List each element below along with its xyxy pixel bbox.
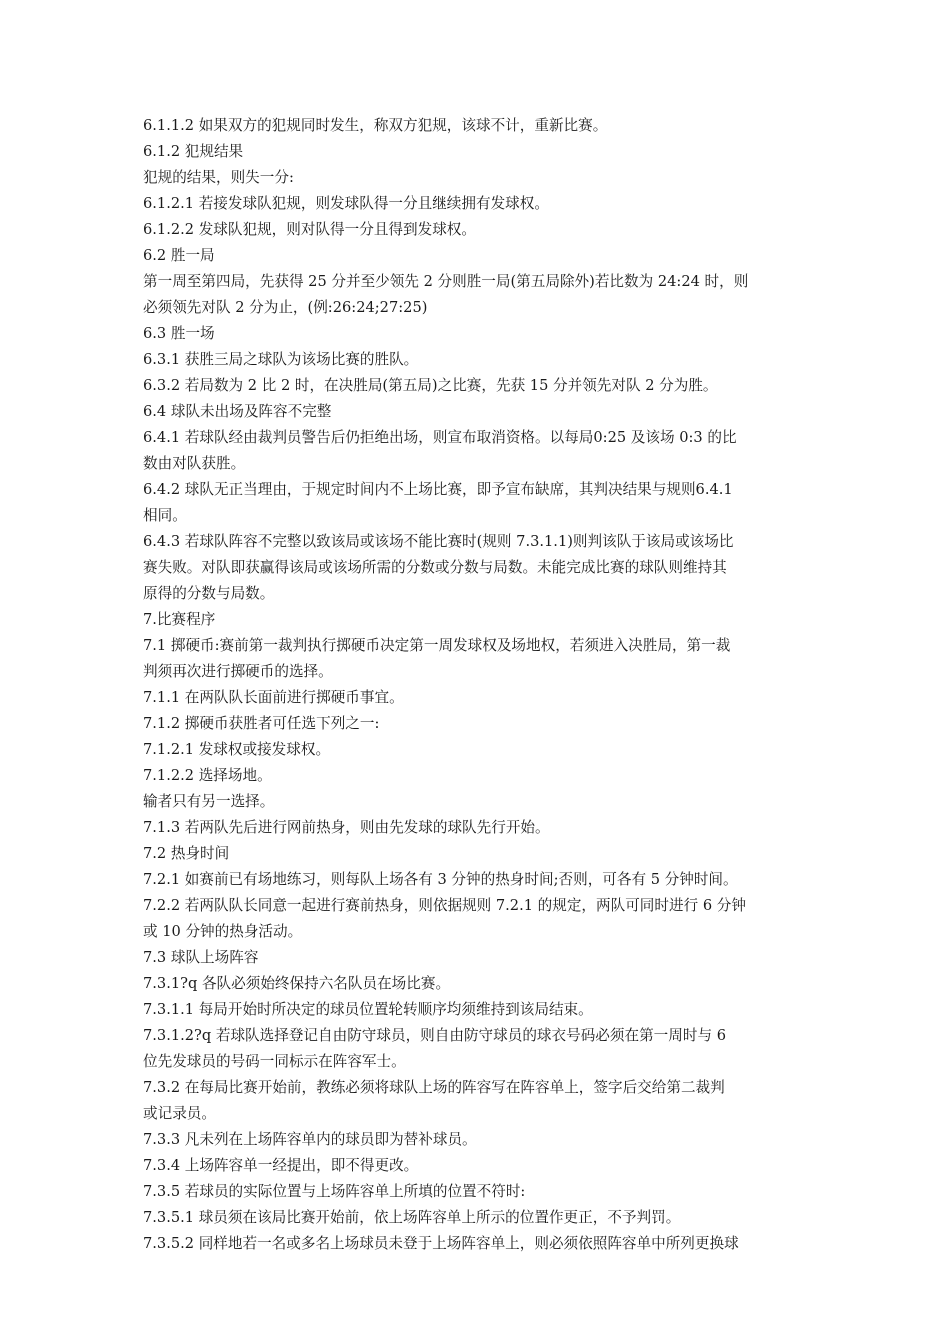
text-line: 数由对队获胜。 (143, 455, 246, 472)
text-line: 必须领先对队 2 分为止，(例:26:24;27:25) (143, 299, 428, 316)
text-line: 7.3 球队上场阵容 (143, 949, 259, 966)
text-line: 6.3 胜一场 (143, 325, 215, 342)
text-line: 或 10 分钟的热身活动。 (143, 923, 303, 940)
text-line: 7.3.5.2 同样地若一名或多名上场球员未登于上场阵容单上，则必须依照阵容单中所列更换球 (143, 1235, 739, 1252)
text-line: 6.1.2 犯规结果 (143, 143, 244, 160)
text-line: 7.3.5.1 球员须在该局比赛开始前，依上场阵容单上所示的位置作更正，不予判罚。 (143, 1209, 681, 1226)
text-line: 6.4.1 若球队经由裁判员警告后仍拒绝出场，则宣布取消资格。以每局0:25 及该场 0:3 的比 (143, 429, 737, 446)
text-line: 7.1.1 在两队队长面前进行掷硬币事宜。 (143, 689, 404, 706)
text-line: 7.3.2 在每局比赛开始前，教练必须将球队上场的阵容写在阵容单上，签字后交给第二裁判 (143, 1079, 725, 1096)
text-line: 7.3.5 若球员的实际位置与上场阵容单上所填的位置不符时: (143, 1183, 526, 1200)
text-line: 7.比赛程序 (143, 611, 216, 628)
text-line: 7.2.1 如赛前已有场地练习，则每队上场各有 3 分钟的热身时间;否则，可各有 5 分钟时间。 (143, 871, 738, 888)
text-line: 6.3.2 若局数为 2 比 2 时，在决胜局(第五局)之比赛，先获 15 分并领先对队 2 分为胜。 (143, 377, 718, 394)
text-line: 7.1 掷硬币:赛前第一裁判执行掷硬币决定第一周发球权及场地权，若须进入决胜局，第一裁 (143, 637, 731, 654)
text-line: 6.1.2.1 若接发球队犯规，则发球队得一分且继续拥有发球权。 (143, 195, 549, 212)
text-line: 6.3.1 获胜三局之球队为该场比赛的胜队。 (143, 351, 419, 368)
text-line: 6.2 胜一局 (143, 247, 215, 264)
text-line: 或记录员。 (143, 1105, 216, 1122)
text-line: 7.3.1.2?q 若球队选择登记自由防守球员，则自由防守球员的球衣号码必须在第一周时与 6 (143, 1027, 726, 1044)
text-line: 6.1.2.2 发球队犯规，则对队得一分且得到发球权。 (143, 221, 476, 238)
text-line: 6.4.3 若球队阵容不完整以致该局或该场不能比赛时(规则 7.3.1.1)则判该队于该局或该场比 (143, 533, 734, 550)
text-line: 7.3.1.1 每局开始时所决定的球员位置轮转顺序均须维持到该局结束。 (143, 1001, 593, 1018)
text-line: 犯规的结果，则失一分: (143, 169, 294, 186)
text-line: 7.1.2.1 发球权或接发球权。 (143, 741, 331, 758)
text-line: 7.3.3 凡未列在上场阵容单内的球员即为替补球员。 (143, 1131, 477, 1148)
text-line: 7.1.2 掷硬币获胜者可任选下列之一: (143, 715, 380, 732)
text-line: 7.2 热身时间 (143, 845, 230, 862)
text-line: 判须再次进行掷硬币的选择。 (143, 663, 333, 680)
text-line: 7.2.2 若两队队长同意一起进行赛前热身，则依据规则 7.2.1 的规定，两队可同时进行 6 分钟 (143, 897, 746, 914)
text-line: 原得的分数与局数。 (143, 585, 275, 602)
text-line: 位先发球员的号码一同标示在阵容军士。 (143, 1053, 406, 1070)
text-line: 7.3.1?q 各队必须始终保持六名队员在场比赛。 (143, 975, 451, 992)
text-line: 6.1.1.2 如果双方的犯规同时发生，称双方犯规，该球不计，重新比赛。 (143, 117, 608, 134)
text-line: 7.1.3 若两队先后进行网前热身，则由先发球的球队先行开始。 (143, 819, 550, 836)
text-line: 第一周至第四局，先获得 25 分并至少领先 2 分则胜一局(第五局除外)若比数为 24:24 时，则 (143, 273, 749, 290)
text-line: 6.4.2 球队无正当理由，于规定时间内不上场比赛，即予宣布缺席，其判决结果与规则6.4.1 (143, 481, 733, 498)
text-line: 赛失败。对队即获赢得该局或该场所需的分数或分数与局数。未能完成比赛的球队则维持其 (143, 559, 727, 576)
text-line: 相同。 (143, 507, 187, 524)
text-line: 7.3.4 上场阵容单一经提出，即不得更改。 (143, 1157, 419, 1174)
text-line: 6.4 球队未出场及阵容不完整 (143, 403, 332, 420)
text-line: 7.1.2.2 选择场地。 (143, 767, 272, 784)
document-body (143, 113, 811, 1257)
text-line: 输者只有另一选择。 (143, 793, 275, 810)
